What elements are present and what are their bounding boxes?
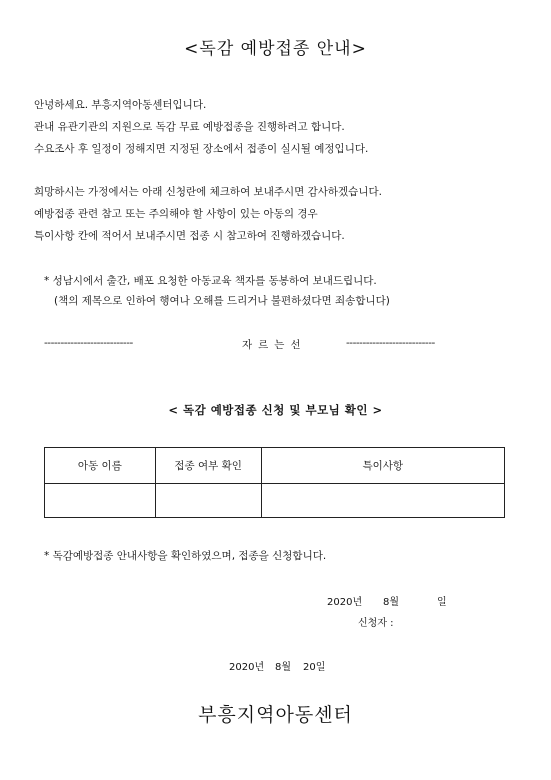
intro-paragraph	[34, 94, 368, 160]
application-day: 일	[437, 597, 447, 608]
cut-line-left: ---------------------------	[44, 337, 133, 349]
intro-line: 안녕하세요. 부흥지역아동센터입니다.	[34, 99, 207, 111]
issue-month: 8월	[275, 662, 292, 673]
application-table	[44, 447, 505, 518]
header-vaccination-check: 접종 여부 확인	[155, 448, 261, 484]
confirm-note: * 독감예방접종 안내사항을 확인하였으며, 접종을 신청합니다.	[44, 550, 327, 562]
request-line: 특이사항 칸에 적어서 보내주시면 접종 시 참고하여 진행하겠습니다.	[34, 230, 345, 242]
application-year: 2020년	[327, 597, 363, 608]
cell-child-name[interactable]	[45, 484, 156, 518]
table-row	[45, 484, 505, 518]
intro-line: 수요조사 후 일정이 정해지면 지정된 장소에서 접종이 실시될 예정입니다.	[34, 143, 369, 155]
intro-line: 관내 유관기관의 지원으로 독감 무료 예방접종을 진행하려고 합니다.	[34, 121, 345, 133]
issue-year: 2020년	[229, 662, 265, 673]
cell-notes[interactable]	[261, 484, 504, 518]
cell-vaccination-check[interactable]	[155, 484, 261, 518]
request-line: 예방접종 관련 참고 또는 주의해야 할 사항이 있는 아동의 경우	[34, 208, 318, 220]
form-title: < 독감 예방접종 신청 및 부모님 확인 >	[168, 403, 383, 417]
issue-day: 20일	[303, 662, 326, 673]
book-note-line1: * 성남시에서 출간, 배포 요청한 아동교육 책자를 동봉하여 보내드립니다.	[44, 275, 377, 287]
header-child-name: 아동 이름	[45, 448, 156, 484]
cut-line-right: ---------------------------	[346, 337, 435, 349]
request-line: 희망하시는 가정에서는 아래 신청란에 체크하여 보내주시면 감사하겠습니다.	[34, 186, 382, 198]
cut-line-label: 자르는선	[242, 339, 307, 351]
table-header-row	[45, 448, 505, 484]
request-paragraph	[34, 181, 382, 247]
page-title: <독감 예방접종 안내>	[184, 39, 367, 59]
application-month: 8월	[383, 597, 400, 608]
book-note-line2: (책의 제목으로 인하여 행여나 오해를 드리거나 불편하셨다면 죄송합니다)	[54, 295, 390, 307]
applicant-label: 신청자 :	[358, 618, 394, 629]
organization-name: 부흥지역아동센터	[198, 704, 353, 726]
header-notes: 특이사항	[261, 448, 504, 484]
